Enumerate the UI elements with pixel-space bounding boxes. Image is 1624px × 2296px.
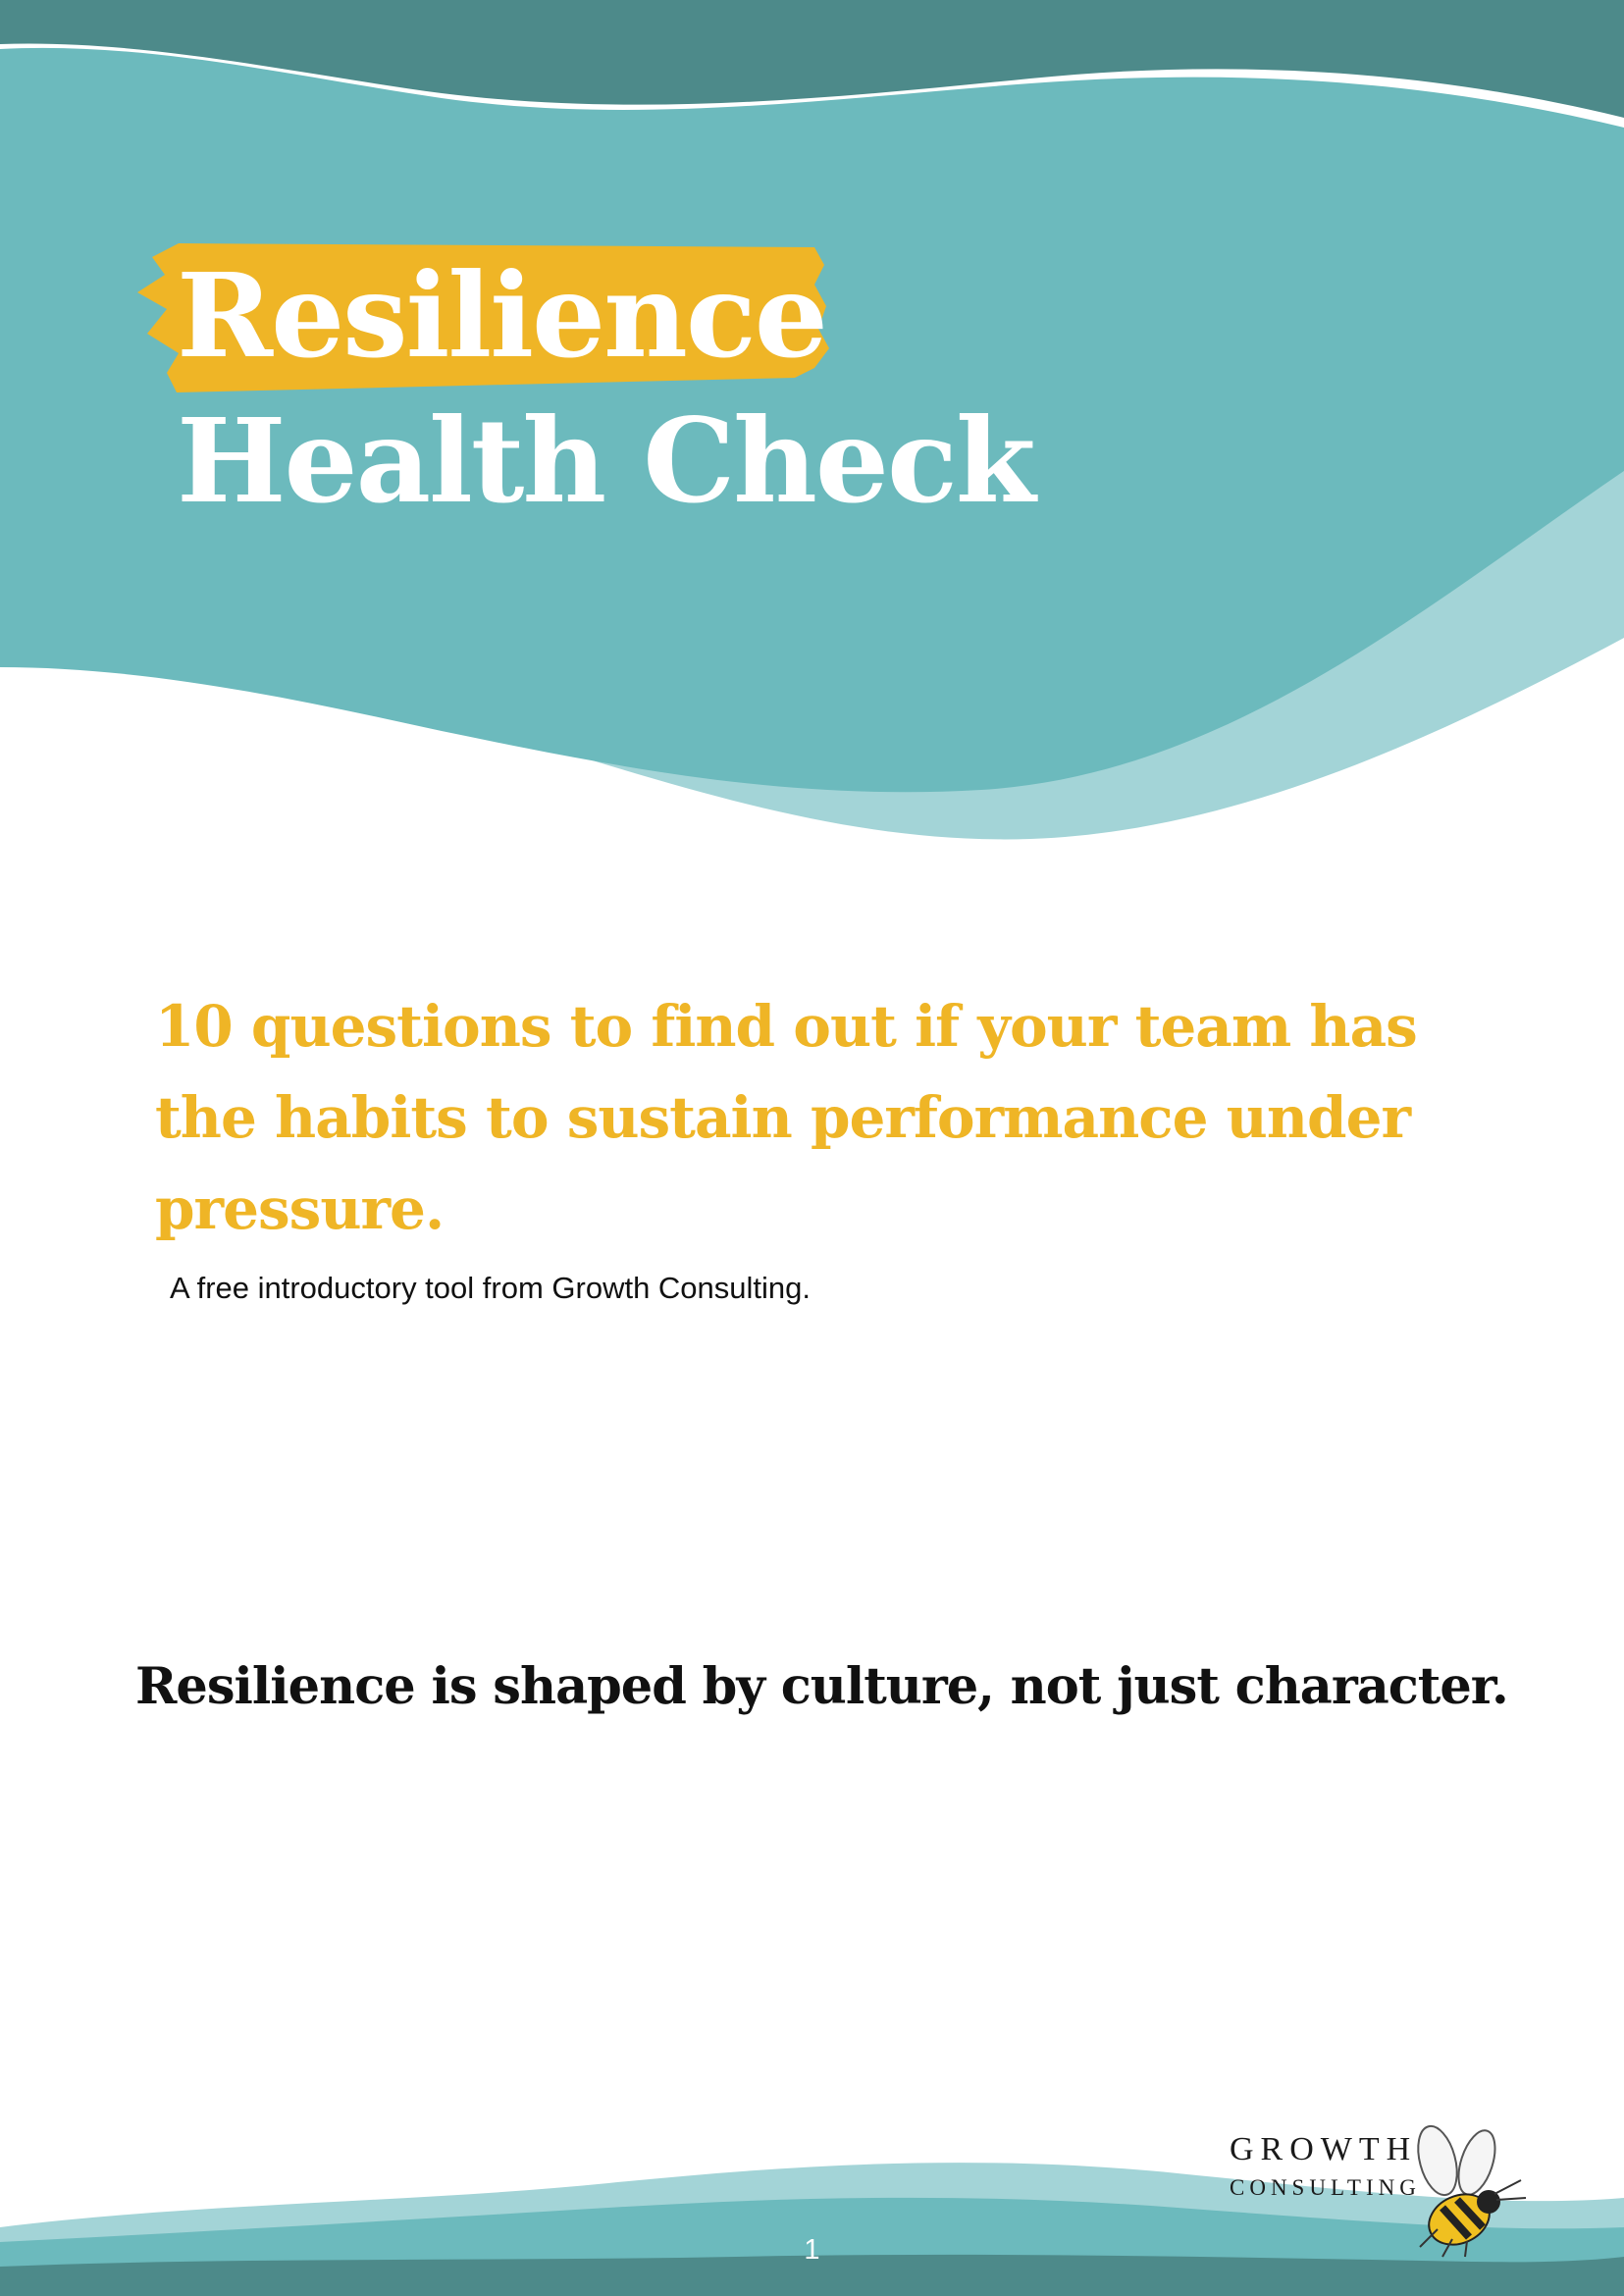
logo-wordmark-growth: GROWTH (1230, 2131, 1418, 2167)
tagline-text: A free introductory tool from Growth Consulting. (170, 1271, 812, 1305)
title-line-2: Health Check (177, 392, 1034, 529)
subtitle-heading: 10 questions to find out if your team has the habits to sustain performance under pressure. (155, 993, 1417, 1242)
quote-heading: Resilience is shaped by culture, not just character. (135, 1657, 1508, 1716)
title-line-1: Resilience (177, 247, 826, 384)
logo-wordmark-consulting: CONSULTING (1230, 2175, 1421, 2200)
page-number: 1 (804, 2234, 820, 2266)
